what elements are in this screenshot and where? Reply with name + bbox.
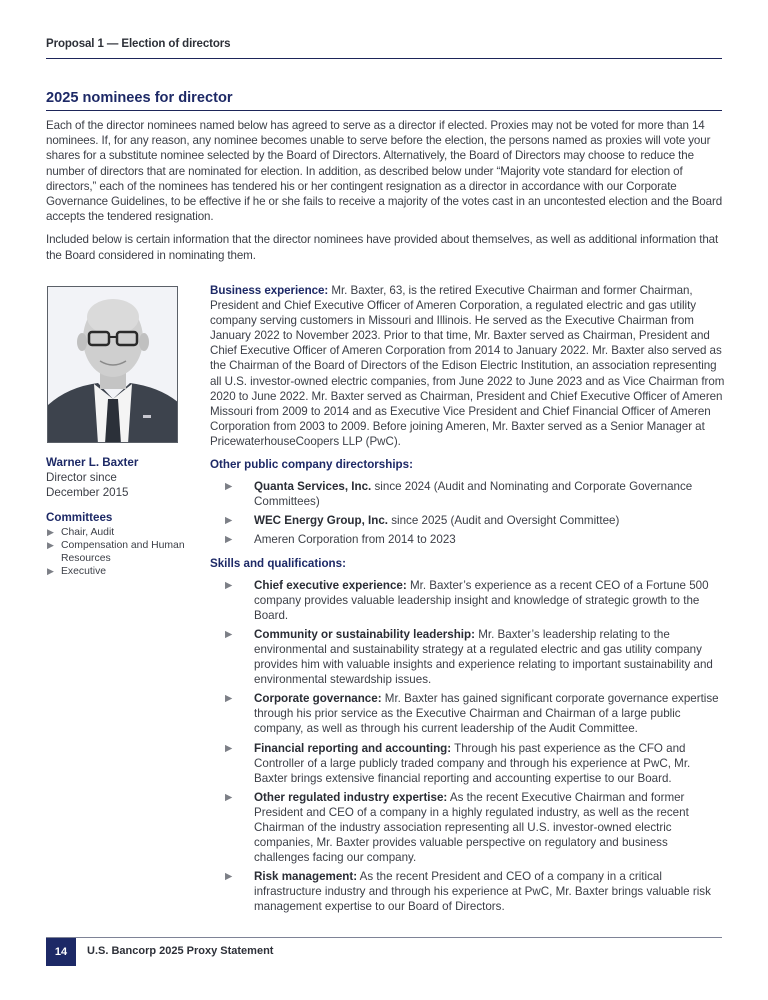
page-number: 14 [46, 938, 76, 966]
committees-title: Committees [46, 510, 113, 524]
skills-title: Skills and qualifications: [210, 556, 346, 570]
running-header [46, 34, 722, 59]
right-triangle-icon: ▶ [225, 579, 233, 591]
nominee-name: Warner L. Baxter [46, 456, 139, 469]
skill-label: Financial reporting and accounting: [254, 741, 452, 755]
skill-label: Risk management: [254, 870, 358, 884]
skill-label: Community or sustainability leadership: [254, 627, 475, 641]
directorship-detail: since 2024 (Audit and Nominating and Corporate Governance Committees) [254, 480, 693, 509]
right-triangle-icon: ▶ [225, 515, 233, 527]
director-since-date: December 2015 [46, 486, 129, 500]
right-triangle-icon: ▶ [225, 534, 233, 546]
right-triangle-icon: ▶ [47, 526, 54, 537]
skill-item [225, 578, 725, 623]
committee-label: Chair, Audit [61, 526, 115, 538]
skill-label: Other regulated industry expertise: [254, 790, 448, 804]
intro-paragraph: Included below is certain information that the director nominees have provided about themselves, as well as additional information that the Board considered in nominating them. [46, 233, 719, 262]
skill-text: As the recent President and CEO of a company in a critical infrastructure industry and through his experience at PwC, Mr. Baxter brings valuable risk management expertise to our Board of Directors. [254, 870, 711, 914]
skill-item [225, 790, 725, 865]
section-title: 2025 nominees for director [46, 90, 233, 106]
right-triangle-icon: ▶ [225, 871, 233, 883]
nominee-photo [47, 286, 178, 443]
right-triangle-icon: ▶ [225, 628, 233, 640]
nominee-sidebar [46, 455, 196, 579]
committee-item [46, 565, 196, 578]
directorship-item [225, 479, 725, 509]
section-heading [46, 89, 722, 111]
directorships-title: Other public company directorships: [210, 458, 413, 472]
directorship-item [225, 532, 725, 547]
committee-item [46, 526, 196, 539]
directorships-list [210, 479, 725, 547]
right-triangle-icon: ▶ [47, 566, 54, 577]
skill-item [225, 691, 725, 736]
skills-list [210, 578, 725, 915]
skill-item [225, 741, 725, 786]
committee-label: Compensation and Human Resources [61, 539, 185, 565]
skill-label: Chief executive experience: [254, 578, 407, 592]
right-triangle-icon: ▶ [225, 693, 233, 705]
directorship-detail: Ameren Corporation from 2014 to 2023 [254, 533, 456, 547]
intro-paragraph: Each of the director nominees named below has agreed to serve as a director if elected. Proxies may not be voted for more than 14 nominees. If, for any reason, any nominee becomes unable to serve before the election, the persons named as proxies will vote your shares for a substitute nominee selected by the Board of Directors. Alternatively, the Board of Directors may choose to reduce the number of directors that are nominated for election. In addition, as described below under “Majority vote standard for election of directors,” each of the nominees has tendered his or her contingent resignation as a director in accordance with our Corporate Governance Guidelines, to be effective if he or she fails to receive a majority of the votes cast in an uncontested election and the Board accepts the tendered resignation. [46, 119, 723, 224]
skill-text: Through his past experience as the CFO and Controller of a large publicly traded company and through his experience at PwC, Mr. Baxter brings extensive financial reporting and accounting expertise to our Board. [254, 741, 691, 785]
committee-item [46, 539, 196, 566]
company-name: WEC Energy Group, Inc. [254, 514, 388, 528]
portrait-image [48, 287, 178, 443]
right-triangle-icon: ▶ [225, 791, 233, 803]
directorship-item [225, 513, 725, 528]
footer-divider [46, 937, 722, 938]
skill-text: Mr. Baxter’s leadership relating to the environmental and sustainability strategy at a regulated electric and gas utility company provides him with valuable insights and experience relating to important sustainability and environmental stewardship issues. [254, 627, 713, 687]
skill-text: Mr. Baxter’s experience as a recent CEO of a Fortune 500 company provides valuable leadership insight and knowledge of strategic growth to the Board. [254, 578, 709, 622]
footer-document-title: U.S. Bancorp 2025 Proxy Statement [87, 945, 274, 957]
right-triangle-icon: ▶ [225, 481, 233, 493]
directorship-detail: since 2025 (Audit and Oversight Committee) [388, 514, 620, 528]
right-triangle-icon: ▶ [47, 539, 54, 550]
company-name: Quanta Services, Inc. [254, 480, 372, 494]
intro-text [46, 118, 726, 271]
skill-item [225, 869, 725, 914]
skill-text: Mr. Baxter has gained significant corporate governance expertise through his prior service as the Executive Chairman and Chairman of a large public company, as well as through his current leadership of the Audit Committee. [254, 692, 719, 736]
business-experience-text: Mr. Baxter, 63, is the retired Executive Chairman and former Chairman, President and Chief Executive Officer of Ameren Corporation, a regulated electric and gas utility company serving customers in Missouri and Illinois. He served as the Executive Chairman from January 2022 to November 2023. Prior to that time, Mr. Baxter served as Chairman, President and Chief Executive Officer of Ameren Corporation from 2014 to January 2022. Mr. Baxter also served as the Chairman of the Board of Directors of the Edison Electric Institution, an association representing all U.S. investor-owned electric companies, from June 2022 to June 2023 and as Vice Chairman from 2020 to June 2022. Mr. Baxter served as Chairman, President and Chief Executive Officer of Ameren Missouri from 2009 to 2014 and as Executive Vice President and Chief Financial Officer of Ameren Corporation from 2003 to 2009. Before joining Ameren, Mr. Baxter served as a Senior Manager at PricewaterhouseCoopers LLP (PwC). [210, 284, 725, 448]
committees-list [46, 526, 196, 579]
skill-text: As the recent Executive Chairman and former President and CEO of a company in a highly regulated industry, as well as the recent Chairman of the industry association representing all U.S. investor-owned electric companies, Mr. Baxter provides valuable perspective on regulatory and business challenges facing our company. [254, 790, 689, 865]
skill-label: Corporate governance: [254, 692, 382, 706]
skill-item [225, 627, 725, 687]
director-since-label: Director since [46, 471, 117, 484]
right-triangle-icon: ▶ [225, 742, 233, 754]
nominee-details [210, 283, 725, 919]
business-experience [210, 283, 725, 449]
committee-label: Executive [61, 566, 107, 578]
running-title: Proposal 1 — Election of directors [46, 38, 231, 50]
business-experience-label: Business experience: [210, 284, 329, 297]
